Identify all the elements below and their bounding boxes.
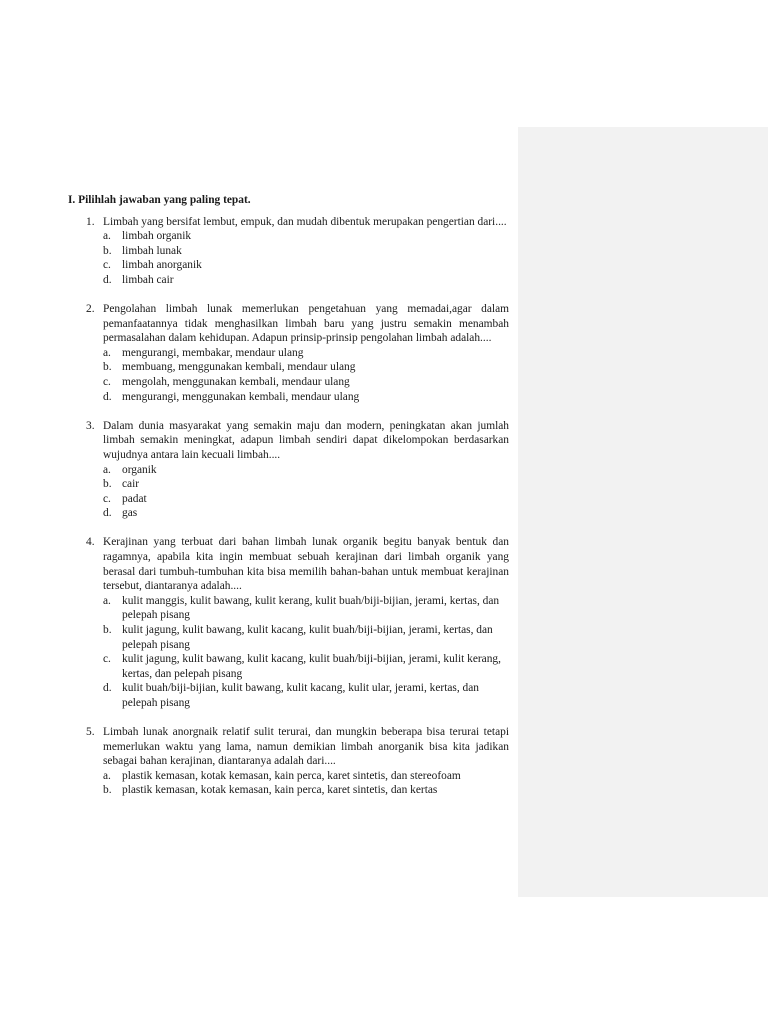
answer-option — [103, 652, 509, 681]
option-label: c. — [103, 376, 111, 389]
option-label: b. — [103, 623, 112, 636]
option-label: d. — [103, 507, 112, 520]
option-text: cair — [122, 478, 140, 491]
option-text: limbah cair — [122, 273, 174, 286]
document-content — [68, 193, 509, 812]
option-label: b. — [103, 478, 112, 491]
answer-option — [103, 594, 509, 623]
question-number: 2. — [86, 303, 95, 316]
option-text: mengolah, menggunakan kembali, mendaur ulang — [122, 376, 350, 389]
option-text: plastik kemasan, kotak kemasan, kain perca, karet sintetis, dan stereofoam — [122, 769, 461, 782]
question-number: 5. — [86, 726, 95, 738]
question-text: Pengolahan limbah lunak memerlukan pengetahuan yang memadai,agar dalam pemanfaatannya tidak menghasilkan limbah baru yang justru semakin menambah permasalahan dalam kehidupan. Adapun prinsip-prinsip pengolahan limbah adalah.... — [103, 303, 509, 345]
option-text: organik — [122, 463, 157, 476]
option-text: plastik kemasan, kotak kemasan, kain perca, karet sintetis, dan kertas — [122, 784, 438, 797]
option-label: c. — [103, 653, 111, 666]
option-label: d. — [103, 682, 112, 695]
question-text: Limbah lunak anorgnaik relatif sulit terurai, dan mungkin beberapa bisa terurai tetapi memerlukan waktu yang lama, namun demikian limbah anorganik bisa kita jadikan sebagai bahan kerajinan, diantaranya adalah dari.... — [103, 726, 509, 768]
option-label: c. — [103, 492, 111, 505]
answer-option — [103, 360, 509, 375]
option-label: b. — [103, 244, 112, 257]
option-label: a. — [103, 594, 111, 607]
answer-option — [103, 463, 509, 478]
answer-option — [103, 258, 509, 273]
option-text: gas — [122, 507, 138, 520]
option-text: kulit manggis, kulit bawang, kulit kerang, kulit buah/biji-bijian, jerami, kertas, dan pelepah pisang — [122, 594, 500, 622]
question-item — [68, 215, 509, 288]
option-text: kulit buah/biji-bijian, kulit bawang, kulit kacang, kulit ular, jerami, kertas, dan pelepah pisang — [122, 682, 479, 709]
option-text: mengurangi, membakar, mendaur ulang — [122, 346, 304, 359]
answer-option — [103, 229, 509, 244]
question-item — [68, 535, 509, 710]
question-item — [68, 419, 509, 521]
option-text: membuang, menggunakan kembali, mendaur ulang — [122, 361, 356, 374]
answer-option — [103, 623, 509, 652]
option-text: limbah organik — [122, 230, 192, 243]
question-text: Limbah yang bersifat lembut, empuk, dan mudah dibentuk merupakan pengertian dari.... — [103, 215, 507, 228]
option-label: a. — [103, 346, 111, 359]
option-label: c. — [103, 259, 111, 272]
option-label: b. — [103, 361, 112, 374]
answer-option — [103, 346, 509, 361]
option-label: d. — [103, 273, 112, 286]
answer-option — [103, 783, 509, 798]
option-text: limbah lunak — [122, 244, 182, 257]
answer-option — [103, 681, 509, 710]
question-number: 3. — [86, 419, 95, 432]
option-text: limbah anorganik — [122, 259, 202, 272]
option-text: mengurangi, menggunakan kembali, mendaur ulang — [122, 390, 360, 403]
answer-option — [103, 244, 509, 259]
answer-option — [103, 769, 509, 784]
question-number: 4. — [86, 536, 95, 549]
answer-option — [103, 273, 509, 288]
question-item — [68, 302, 509, 404]
answer-option — [103, 375, 509, 390]
question-item — [68, 725, 509, 798]
option-text: padat — [122, 492, 147, 505]
answer-option — [103, 477, 509, 492]
answer-option — [103, 390, 509, 405]
option-label: d. — [103, 390, 112, 403]
option-label: a. — [103, 463, 111, 476]
answer-option — [103, 492, 509, 507]
question-text: Dalam dunia masyarakat yang semakin maju dan modern, peningkatan akan jumlah limbah semakin meningkat, adapun limbah sendiri dapat dikelompokan berdasarkan wujudnya antara lain kecuali limbah.... — [103, 419, 509, 461]
option-text: kulit jagung, kulit bawang, kulit kacang, kulit buah/biji-bijian, jerami, kulit kerang, kertas, dan pelepah pisang — [122, 653, 501, 680]
option-label: a. — [103, 769, 111, 782]
question-text: Kerajinan yang terbuat dari bahan limbah lunak organik begitu banyak bentuk dan ragamnya, apabila kita ingin membuat sebuah kerajinan dari limbah organik yang berasal dari tumbuh-tumbuhan kita bisa memilih bahan-bahan untuk membuat kerajinan tersebut, diantaranya adalah.... — [103, 536, 509, 593]
answer-option — [103, 506, 509, 521]
option-label: b. — [103, 784, 112, 797]
comment-pane — [518, 127, 768, 897]
option-label: a. — [103, 230, 111, 243]
question-number: 1. — [86, 215, 95, 228]
option-text: kulit jagung, kulit bawang, kulit kacang, kulit buah/biji-bijian, jerami, kertas, dan pelepah pisang — [122, 623, 493, 651]
section-heading: I. Pilihlah jawaban yang paling tepat. — [68, 194, 251, 206]
question-list — [68, 215, 509, 798]
